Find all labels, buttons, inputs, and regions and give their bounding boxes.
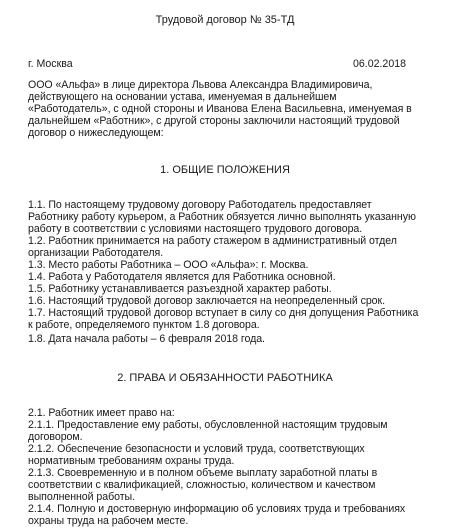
section-1-line: работу в соответствии с условиями настоящего трудового договора. (28, 223, 363, 235)
section-2-line: 2.1.4. Полную и достоверную информацию об условиях труда и требованиях (28, 503, 406, 515)
section-1-line: Работнику работу курьером, а Работник обязуется лично выполнять указанную (28, 211, 416, 223)
section-1-line: к работе, определяемого пунктом 1.8 договора. (28, 319, 260, 331)
section-2-line: 2.1. Работник имеет право на: (28, 407, 175, 419)
document-city: г. Москва (28, 58, 73, 70)
preamble-line: ООО «Альфа» в лице директора Львова Александра Владимировича, (28, 79, 373, 91)
document-title: Трудовой договор № 35-ТД (155, 14, 295, 26)
section-1-line: 1.3. Место работы Работника – ООО «Альфа»: г. Москва. (28, 259, 309, 271)
section-2-line: выполненной работы. (28, 491, 135, 503)
preamble-line: дальнейшем «Работник», с другой стороны заключили настоящий трудовой (28, 115, 400, 127)
section-1-line: 1.2. Работник принимается на работу стажером в административный отдел (28, 235, 397, 247)
section-2-line: нормативным требованиям охраны труда. (28, 455, 235, 467)
section-2-heading: 2. ПРАВА И ОБЯЗАННОСТИ РАБОТНИКА (117, 372, 333, 384)
preamble-line: «Работодатель», с одной стороны и Иванова Елена Васильевна, именуемая в (28, 103, 412, 115)
section-2-line: договором. (28, 431, 83, 443)
section-2-line: 2.1.3. Своевременную и в полном объеме выплату заработной платы в (28, 467, 378, 479)
section-1-line: 1.5. Работнику устанавливается разъездной характер работы. (28, 283, 332, 295)
section-1-heading: 1. ОБЩИЕ ПОЛОЖЕНИЯ (160, 164, 290, 176)
preamble-line: действующего на основании устава, именуемая в дальнейшем (28, 91, 337, 103)
section-2-line: охраны труда на рабочем месте. (28, 515, 189, 527)
section-2-line: соответствии с квалификацией, сложностью, количеством и качеством (28, 479, 376, 491)
section-1-line: 1.8. Дата начала работы – 6 февраля 2018 года. (28, 333, 265, 345)
section-2-line: 2.1.1. Предоставление ему работы, обусловленной настоящим трудовым (28, 419, 388, 431)
section-2-line: 2.1.2. Обеспечение безопасности и условий труда, соответствующих (28, 443, 365, 455)
section-1-line: 1.4. Работа у Работодателя является для Работника основной. (28, 271, 336, 283)
section-1-line: организации Работодателя. (28, 247, 164, 259)
section-1-line: 1.6. Настоящий трудовой договор заключается на неопределенный срок. (28, 295, 385, 307)
section-1-line: 1.1. По настоящему трудовому договору Работодатель предоставляет (28, 199, 372, 211)
document-date: 06.02.2018 (352, 58, 406, 70)
preamble-line: договор о нижеследующем: (28, 127, 164, 139)
section-1-line: 1.7. Настоящий трудовой договор вступает в силу со дня допущения Работника (28, 307, 419, 319)
